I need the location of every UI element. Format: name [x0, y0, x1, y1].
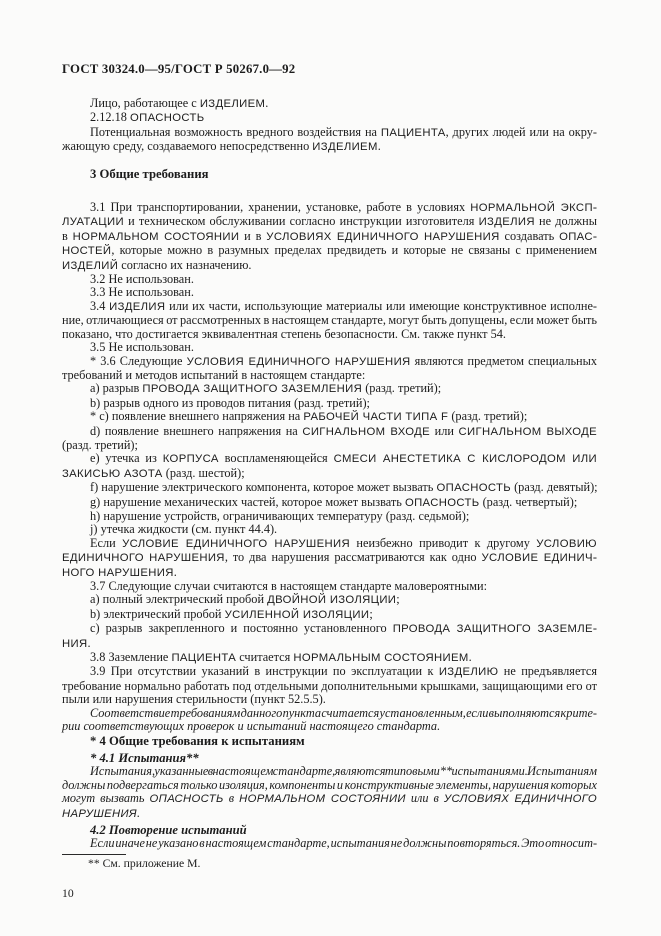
text-line: * с) появление внешнего напряжения на РАБОЧЕЙ ЧАСТИ ТИПА F (разд. третий);: [90, 409, 528, 424]
section-heading: [62, 168, 597, 181]
defined-term: ИЗДЕЛИЮ: [438, 666, 499, 679]
text-line: b) электрический пробой УСИЛЕННОЙ ИЗОЛЯЦИИ;: [90, 606, 373, 621]
text-line: 3.8 Заземление ПАЦИЕНТА считается НОРМАЛЬНЫМ СОСТОЯНИЕМ.: [90, 650, 472, 665]
paragraph: [62, 651, 597, 665]
paragraph: [62, 496, 597, 510]
paragraph: [62, 341, 597, 354]
text-line: с) разрыв закрепленного и постоянно установленного ПРОВОДА ЗАЩИТНОГО ЗАЗЕМЛЕ-: [90, 621, 597, 636]
defined-term: НОСТЕЙ: [62, 245, 112, 258]
footnote-divider: [62, 854, 126, 855]
paragraph: [62, 425, 597, 453]
text-line: в НОРМАЛЬНОМ СОСТОЯНИИ и в УСЛОВИЯХ ЕДИНИЧНОГО НАРУШЕНИЯ создавать ОПАС-: [62, 228, 597, 243]
paragraph: [62, 111, 597, 125]
text-line: 3.2 Не использован.: [90, 272, 194, 287]
defined-term: ПРОВОДА ЗАЩИТНОГО ЗАЗЕМЛЕНИЯ: [142, 383, 363, 396]
text-line: * 4.1 Испытания**: [90, 750, 199, 765]
text-line: 3.9 При отсутствии указаний в инструкции по эксплуатации к ИЗДЕЛИЮ не предъявляется: [90, 664, 598, 679]
defined-term: РАБОЧЕЙ ЧАСТИ ТИПА F: [303, 411, 449, 424]
text-line: требований и методов испытаний в настоящем стандарте:: [62, 367, 366, 382]
paragraph: [62, 707, 597, 734]
defined-term: ПАЦИЕНТА: [380, 126, 446, 139]
paragraph: [62, 481, 597, 495]
text-line: 3.3 Не использован.: [90, 285, 194, 300]
text-line: могут вызвать ОПАСНОСТЬ в НОРМАЛЬНОМ СОСТОЯНИИ или в УСЛОВИЯХ ЕДИНИЧНОГО: [62, 791, 597, 806]
defined-term: НОРМАЛЬНЫМ СОСТОЯНИЕМ: [293, 652, 469, 665]
text-line: (разд. третий);: [62, 437, 138, 452]
text-line: 3.7 Следующие случаи считаются в настоящем стандарте маловероятными:: [90, 579, 488, 593]
standard-designation-header: ГОСТ 30324.0—95/ГОСТ Р 50267.0—92: [62, 62, 296, 76]
text-line: j) утечка жидкости (см. пункт 44.4).: [90, 522, 278, 537]
defined-term: ОПАСНОСТЬ: [149, 793, 224, 806]
defined-term: ПАЦИЕНТА: [171, 652, 237, 665]
text-line: жающую среду, создаваемого непосредственно ИЗДЕЛИЕМ.: [62, 139, 381, 154]
defined-term: ИЗДЕЛИЕМ: [312, 141, 378, 154]
text-line: h) нарушение устройств, ограничивающих температуру (разд. седьмой);: [90, 508, 470, 523]
text-line: НИЯ.: [62, 635, 91, 650]
section-heading: [62, 752, 597, 765]
defined-term: ИЗДЕЛИЕМ: [199, 98, 266, 110]
defined-term: ОПАСНОСТЬ: [436, 482, 512, 495]
defined-term: ИЗДЕЛИЯ: [109, 300, 166, 313]
defined-term: УСЛОВИЕ ЕДИНИЧ: [481, 552, 593, 565]
defined-term: ЗАКИСЬЮ АЗОТА: [62, 467, 163, 480]
text-line: ЗАКИСЬЮ АЗОТА (разд. шестой);: [62, 465, 245, 480]
text-line: Испытания, указанные в настоящем стандарте, являются типовыми** испытаниями. Испытаниям: [90, 764, 597, 779]
defined-term: НОРМАЛЬНОМ СОСТОЯНИИ: [239, 793, 406, 806]
paragraph: [62, 537, 597, 580]
text-line: ИЗДЕЛИЙ согласно их назначению.: [62, 257, 252, 272]
defined-term: КОРПУСА: [162, 453, 219, 466]
text-line: рии соответствующих проверок и испытаний настоящего стандарта.: [62, 719, 441, 734]
paragraph: [62, 837, 597, 850]
defined-term: СМЕСИ АНЕСТЕТИКА С КИСЛОРОДОМ ИЛИ: [333, 453, 597, 466]
paragraph: [62, 355, 597, 383]
text-line: Лицо, работающее с ИЗДЕЛИЕМ.: [90, 96, 269, 110]
defined-term: ДВОЙНОЙ ИЗОЛЯЦИИ: [267, 594, 397, 607]
text-line: 4.2 Повторение испытаний: [90, 822, 247, 837]
text-line: НОСТЕЙ, которые можно в разумных пределах предвидеть и которые не связаны с применением: [62, 243, 598, 258]
paragraph: [62, 410, 597, 424]
paragraph: [62, 126, 597, 155]
defined-term: УСЛОВИЯХ ЕДИНИЧНОГО НАРУШЕНИЯ: [266, 230, 500, 243]
defined-term: НОРМАЛЬНОЙ ЭКСП: [470, 202, 593, 215]
text-line: Соответствие требованиям данного пункта считается установленным, если выполняются крите-: [90, 705, 598, 720]
text-line: 3 Общие требования: [90, 166, 209, 181]
text-line: b) разрыв одного из проводов питания (разд. третий);: [90, 395, 370, 410]
text-line: а) полный электрический пробой ДВОЙНОЙ ИЗОЛЯЦИИ;: [90, 592, 400, 607]
text-line: 3.5 Не использован.: [90, 340, 194, 355]
text-line: НАРУШЕНИЯ.: [62, 805, 141, 820]
defined-term: НОРМАЛЬНОМ СОСТОЯНИИ: [72, 230, 240, 243]
defined-term: НИЯ: [62, 637, 88, 650]
paragraph: [62, 97, 597, 111]
text-line: ЕДИНИЧНОГО НАРУШЕНИЯ, то два нарушения рассматриваются как одно УСЛОВИЕ ЕДИНИЧ-: [62, 550, 598, 565]
paragraph: [62, 286, 597, 299]
paragraph: [62, 665, 597, 706]
defined-term: ОПАСНОСТЬ: [404, 496, 480, 509]
defined-term: ЕДИНИЧНОГО НАРУШЕНИЯ: [62, 552, 225, 565]
text-line: * 3.6 Следующие УСЛОВИЯ ЕДИНИЧНОГО НАРУШЕНИЯ являются предметом специальных: [90, 353, 598, 368]
defined-term: ИЗДЕЛИЙ: [62, 259, 119, 272]
paragraph: [62, 608, 597, 622]
document-body: [62, 97, 597, 851]
text-line: 2.12.18 ОПАСНОСТЬ: [90, 110, 205, 125]
paragraph: [62, 580, 597, 593]
defined-term: ПРОВОДА ЗАЩИТНОГО ЗАЗЕМЛЕ: [392, 623, 593, 636]
defined-term: СИГНАЛЬНОМ ВХОДЕ: [302, 425, 431, 438]
text-line: НОГО НАРУШЕНИЯ.: [62, 564, 177, 579]
defined-term: ИЗДЕЛИЯ: [478, 216, 535, 229]
paragraph: [62, 523, 597, 536]
paragraph: [62, 510, 597, 523]
footnote: ** См. приложение М.: [88, 856, 201, 870]
text-line: требование нормально работать под отдельными дополнительными крышками, защищающими его от: [62, 678, 597, 693]
text-line: показано, что достигается эквивалентная степень безопасности. См. также пункт 54.: [62, 326, 506, 341]
text-line: Если иначе не указано в настоящем стандарте, испытания не должны повторяться. Это относит-: [90, 836, 598, 851]
text-line: ЛУАТАЦИИ и техническом обслуживании согласно инструкции изготовителя ИЗДЕЛИЯ не должны: [62, 214, 598, 229]
text-line: 3.4 ИЗДЕЛИЯ или их части, использующие материалы или имеющие конструктивное исполне-: [90, 298, 598, 313]
paragraph: [62, 397, 597, 410]
defined-term: УСЛОВИЯ ЕДИНИЧНОГО НАРУШЕНИЯ: [186, 355, 411, 368]
paragraph: [62, 593, 597, 607]
text-line: Если УСЛОВИЕ ЕДИНИЧНОГО НАРУШЕНИЯ неизбежно приводит к другому УСЛОВИЮ: [90, 535, 597, 550]
defined-term: НОГО НАРУШЕНИЯ: [62, 566, 174, 579]
text-line: * 4 Общие требования к испытаниям: [90, 734, 305, 749]
defined-term: ОПАС: [559, 230, 593, 243]
text-line: должны подвергаться только изоляция, компоненты и конструктивные элементы, нарушения которых: [62, 777, 597, 792]
paragraph: [62, 201, 597, 273]
paragraph: [62, 273, 597, 286]
text-line: е) утечка из КОРПУСА воспламеняющейся СМЕСИ АНЕСТЕТИКА С КИСЛОРОДОМ ИЛИ: [90, 451, 597, 466]
document-content: [62, 62, 597, 900]
text-line: g) нарушение механических частей, которое может вызвать ОПАСНОСТЬ (разд. четвертый);: [90, 494, 578, 509]
text-line: ние, отличающиеся от рассмотренных в настоящем стандарте, могут быть допущены, если может быть: [62, 313, 598, 328]
paragraph: [62, 382, 597, 396]
text-line: пыли или нарушения стерильности (пункт 52.5.5).: [62, 692, 326, 707]
defined-term: УСЛОВИЮ: [536, 537, 597, 550]
defined-term: НАРУШЕНИЯ: [62, 807, 137, 820]
paragraph: [62, 765, 597, 821]
text-line: а) разрыв ПРОВОДА ЗАЩИТНОГО ЗАЗЕМЛЕНИЯ (разд. третий);: [90, 381, 442, 396]
text-line: f) нарушение электрического компонента, которое может вызвать ОПАСНОСТЬ (разд. девятый);: [90, 480, 598, 495]
paragraph: [62, 452, 597, 481]
section-heading: [62, 735, 597, 748]
text-line: d) появление внешнего напряжения на СИГНАЛЬНОМ ВХОДЕ или СИГНАЛЬНОМ ВЫХОДЕ: [90, 423, 598, 438]
defined-term: УСЛОВИЯХ ЕДИНИЧНОГО: [443, 793, 597, 806]
defined-term: ОПАСНОСТЬ: [129, 112, 205, 125]
section-heading: [62, 824, 597, 837]
defined-term: СИГНАЛЬНОМ ВЫХОДЕ: [458, 425, 598, 438]
paragraph: [62, 300, 597, 341]
defined-term: ЛУАТАЦИИ: [62, 216, 124, 229]
text-line: Потенциальная возможность вредного воздействия на ПАЦИЕНТА, других людей или на окру-: [90, 124, 597, 139]
page-number: 10: [62, 886, 74, 900]
paragraph: [62, 622, 597, 651]
defined-term: УСЛОВИЕ ЕДИНИЧНОГО НАРУШЕНИЯ: [122, 537, 350, 550]
text-line: 3.1 При транспортировании, хранении, установке, работе в условиях НОРМАЛЬНОЙ ЭКСП-: [90, 200, 598, 215]
defined-term: УСИЛЕННОЙ ИЗОЛЯЦИИ: [224, 608, 370, 621]
